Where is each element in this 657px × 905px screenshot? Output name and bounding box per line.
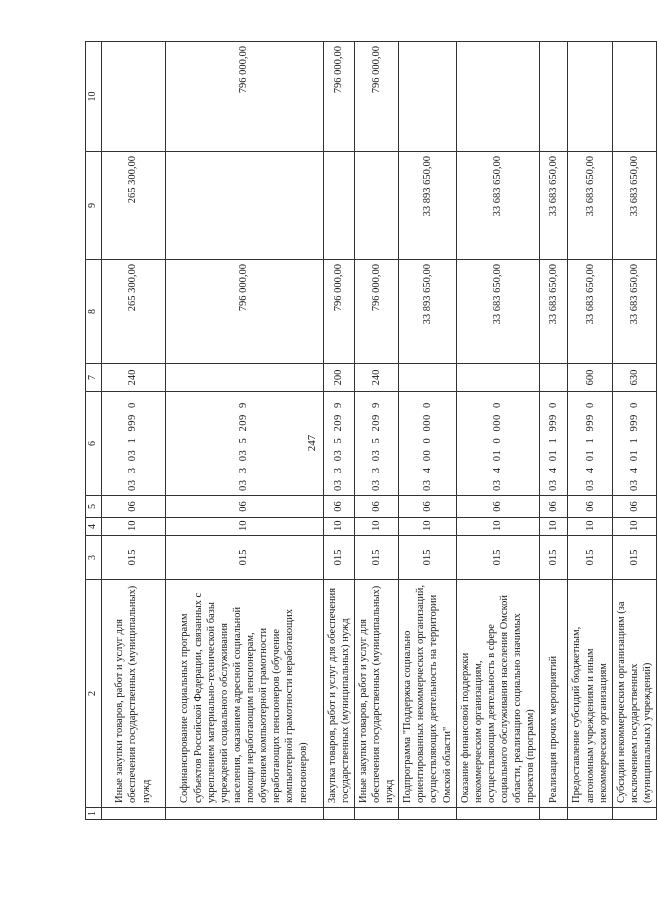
rotated-table-container xyxy=(85,42,653,820)
cell-target-code: 03 4 00 0 000 0 xyxy=(399,392,457,496)
cell-subsection: 06 xyxy=(456,496,540,518)
cell-amount-col10 xyxy=(101,42,165,152)
cell-name: Софинансирование социальных программ субъектов Российской Федерации, связанных с укреплением материально-технической базы учреждений социального обслуживания населения, оказанием адресной социальной помощи неработающим пенсионерам, обучением компьютерной грамотности неработающих пенсионеров (обучение компьютерной грамотности неработающих пенсионеров) xyxy=(165,580,323,808)
cell-amount-col9: 33 893 650,00 xyxy=(399,152,457,260)
cell-expense-type: 240 xyxy=(354,364,398,392)
cell-section: 10 xyxy=(165,518,323,536)
cell-amount-total: 33 683 650,00 xyxy=(540,260,568,364)
cell-amount-col10 xyxy=(540,42,568,152)
cell-amount-col10 xyxy=(399,42,457,152)
cell-section: 10 xyxy=(323,518,354,536)
cell-admin-code: 015 xyxy=(399,536,457,580)
cell-empty xyxy=(540,808,568,820)
cell-expense-type xyxy=(165,364,323,392)
table-row xyxy=(354,42,398,820)
header-cell: 6 xyxy=(86,392,102,496)
header-row xyxy=(86,42,102,820)
cell-admin-code: 015 xyxy=(456,536,540,580)
cell-empty xyxy=(612,808,656,820)
cell-empty xyxy=(399,808,457,820)
cell-amount-total: 33 683 650,00 xyxy=(456,260,540,364)
cell-amount-col9: 33 683 650,00 xyxy=(568,152,612,260)
budget-table xyxy=(85,41,657,820)
cell-empty xyxy=(101,808,165,820)
cell-amount-total: 796 000,00 xyxy=(323,260,354,364)
cell-expense-type: 200 xyxy=(323,364,354,392)
cell-amount-col9 xyxy=(165,152,323,260)
cell-section: 10 xyxy=(399,518,457,536)
cell-section: 10 xyxy=(540,518,568,536)
cell-subsection: 06 xyxy=(323,496,354,518)
cell-subsection: 06 xyxy=(165,496,323,518)
cell-section: 10 xyxy=(354,518,398,536)
cell-admin-code: 015 xyxy=(323,536,354,580)
cell-amount-col10 xyxy=(568,42,612,152)
page-number: 247 xyxy=(306,434,318,452)
cell-amount-col9: 33 683 650,00 xyxy=(456,152,540,260)
cell-admin-code: 015 xyxy=(354,536,398,580)
cell-subsection: 06 xyxy=(354,496,398,518)
cell-expense-type: 600 xyxy=(568,364,612,392)
cell-admin-code: 015 xyxy=(101,536,165,580)
cell-amount-col9: 33 683 650,00 xyxy=(612,152,656,260)
cell-name: Подпрограмма "Поддержка социально ориентированных некоммерческих организаций, осуществляющих деятельность на территории Омской области" xyxy=(399,580,457,808)
cell-name: Субсидии некоммерческим организациям (за исключением государственных (муниципальных) учреждений) xyxy=(612,580,656,808)
cell-admin-code: 015 xyxy=(612,536,656,580)
cell-target-code: 03 3 03 5 209 9 xyxy=(354,392,398,496)
cell-expense-type xyxy=(399,364,457,392)
table-row xyxy=(323,42,354,820)
cell-amount-total: 265 300,00 xyxy=(101,260,165,364)
table-row xyxy=(568,42,612,820)
cell-admin-code: 015 xyxy=(540,536,568,580)
cell-target-code: 03 4 01 0 000 0 xyxy=(456,392,540,496)
cell-section: 10 xyxy=(456,518,540,536)
cell-name: Предоставление субсидий бюджетным, автономным учреждениям и иным некоммерческим организациям xyxy=(568,580,612,808)
cell-amount-total: 796 000,00 xyxy=(354,260,398,364)
cell-empty xyxy=(323,808,354,820)
cell-target-code: 03 3 03 1 999 0 xyxy=(101,392,165,496)
cell-amount-col10 xyxy=(612,42,656,152)
cell-subsection: 06 xyxy=(101,496,165,518)
cell-amount-total: 33 683 650,00 xyxy=(612,260,656,364)
cell-subsection: 06 xyxy=(568,496,612,518)
table-row xyxy=(101,42,165,820)
table-row xyxy=(165,42,323,820)
cell-admin-code: 015 xyxy=(165,536,323,580)
cell-target-code: 03 4 01 1 999 0 xyxy=(612,392,656,496)
header-cell: 1 xyxy=(86,808,102,820)
cell-amount-col9 xyxy=(354,152,398,260)
cell-amount-col9 xyxy=(323,152,354,260)
cell-name: Реализация прочих мероприятий xyxy=(540,580,568,808)
cell-name: Иные закупки товаров, работ и услуг для обеспечения государственных (муниципальных) нужд xyxy=(101,580,165,808)
cell-expense-type: 240 xyxy=(101,364,165,392)
cell-target-code: 03 3 03 5 209 9 xyxy=(323,392,354,496)
cell-amount-total: 33 683 650,00 xyxy=(568,260,612,364)
header-cell: 5 xyxy=(86,496,102,518)
cell-empty xyxy=(354,808,398,820)
header-cell: 4 xyxy=(86,518,102,536)
cell-target-code: 03 4 01 1 999 0 xyxy=(540,392,568,496)
header-cell: 7 xyxy=(86,364,102,392)
header-cell: 8 xyxy=(86,260,102,364)
cell-amount-col9: 33 683 650,00 xyxy=(540,152,568,260)
cell-amount-col10: 796 000,00 xyxy=(323,42,354,152)
cell-empty xyxy=(568,808,612,820)
cell-expense-type xyxy=(540,364,568,392)
header-cell: 10 xyxy=(86,42,102,152)
table-row xyxy=(456,42,540,820)
cell-amount-col10: 796 000,00 xyxy=(354,42,398,152)
cell-name: Закупка товаров, работ и услуг для обеспечения государственных (муниципальных) нужд xyxy=(323,580,354,808)
header-cell: 2 xyxy=(86,580,102,808)
cell-section: 10 xyxy=(568,518,612,536)
cell-name: Иные закупки товаров, работ и услуг для обеспечения государственных (муниципальных) нужд xyxy=(354,580,398,808)
cell-section: 10 xyxy=(612,518,656,536)
cell-amount-col10: 796 000,00 xyxy=(165,42,323,152)
header-cell: 3 xyxy=(86,536,102,580)
cell-empty xyxy=(165,808,323,820)
cell-expense-type xyxy=(456,364,540,392)
cell-amount-total: 796 000,00 xyxy=(165,260,323,364)
cell-target-code: 03 4 01 1 999 0 xyxy=(568,392,612,496)
cell-target-code: 03 3 03 5 209 9 xyxy=(165,392,323,496)
table-row xyxy=(399,42,457,820)
cell-subsection: 06 xyxy=(612,496,656,518)
table-row xyxy=(540,42,568,820)
cell-expense-type: 630 xyxy=(612,364,656,392)
cell-amount-total: 33 893 650,00 xyxy=(399,260,457,364)
table-row xyxy=(612,42,656,820)
cell-amount-col10 xyxy=(456,42,540,152)
cell-section: 10 xyxy=(101,518,165,536)
cell-admin-code: 015 xyxy=(568,536,612,580)
cell-amount-col9: 265 300,00 xyxy=(101,152,165,260)
cell-name: Оказание финансовой поддержки некоммерческим организациям, осуществляющим деятельность в сфере социального обслуживания населения Омской области, реализацию социально значимых проектов (программ) xyxy=(456,580,540,808)
cell-subsection: 06 xyxy=(399,496,457,518)
cell-subsection: 06 xyxy=(540,496,568,518)
cell-empty xyxy=(456,808,540,820)
header-cell: 9 xyxy=(86,152,102,260)
